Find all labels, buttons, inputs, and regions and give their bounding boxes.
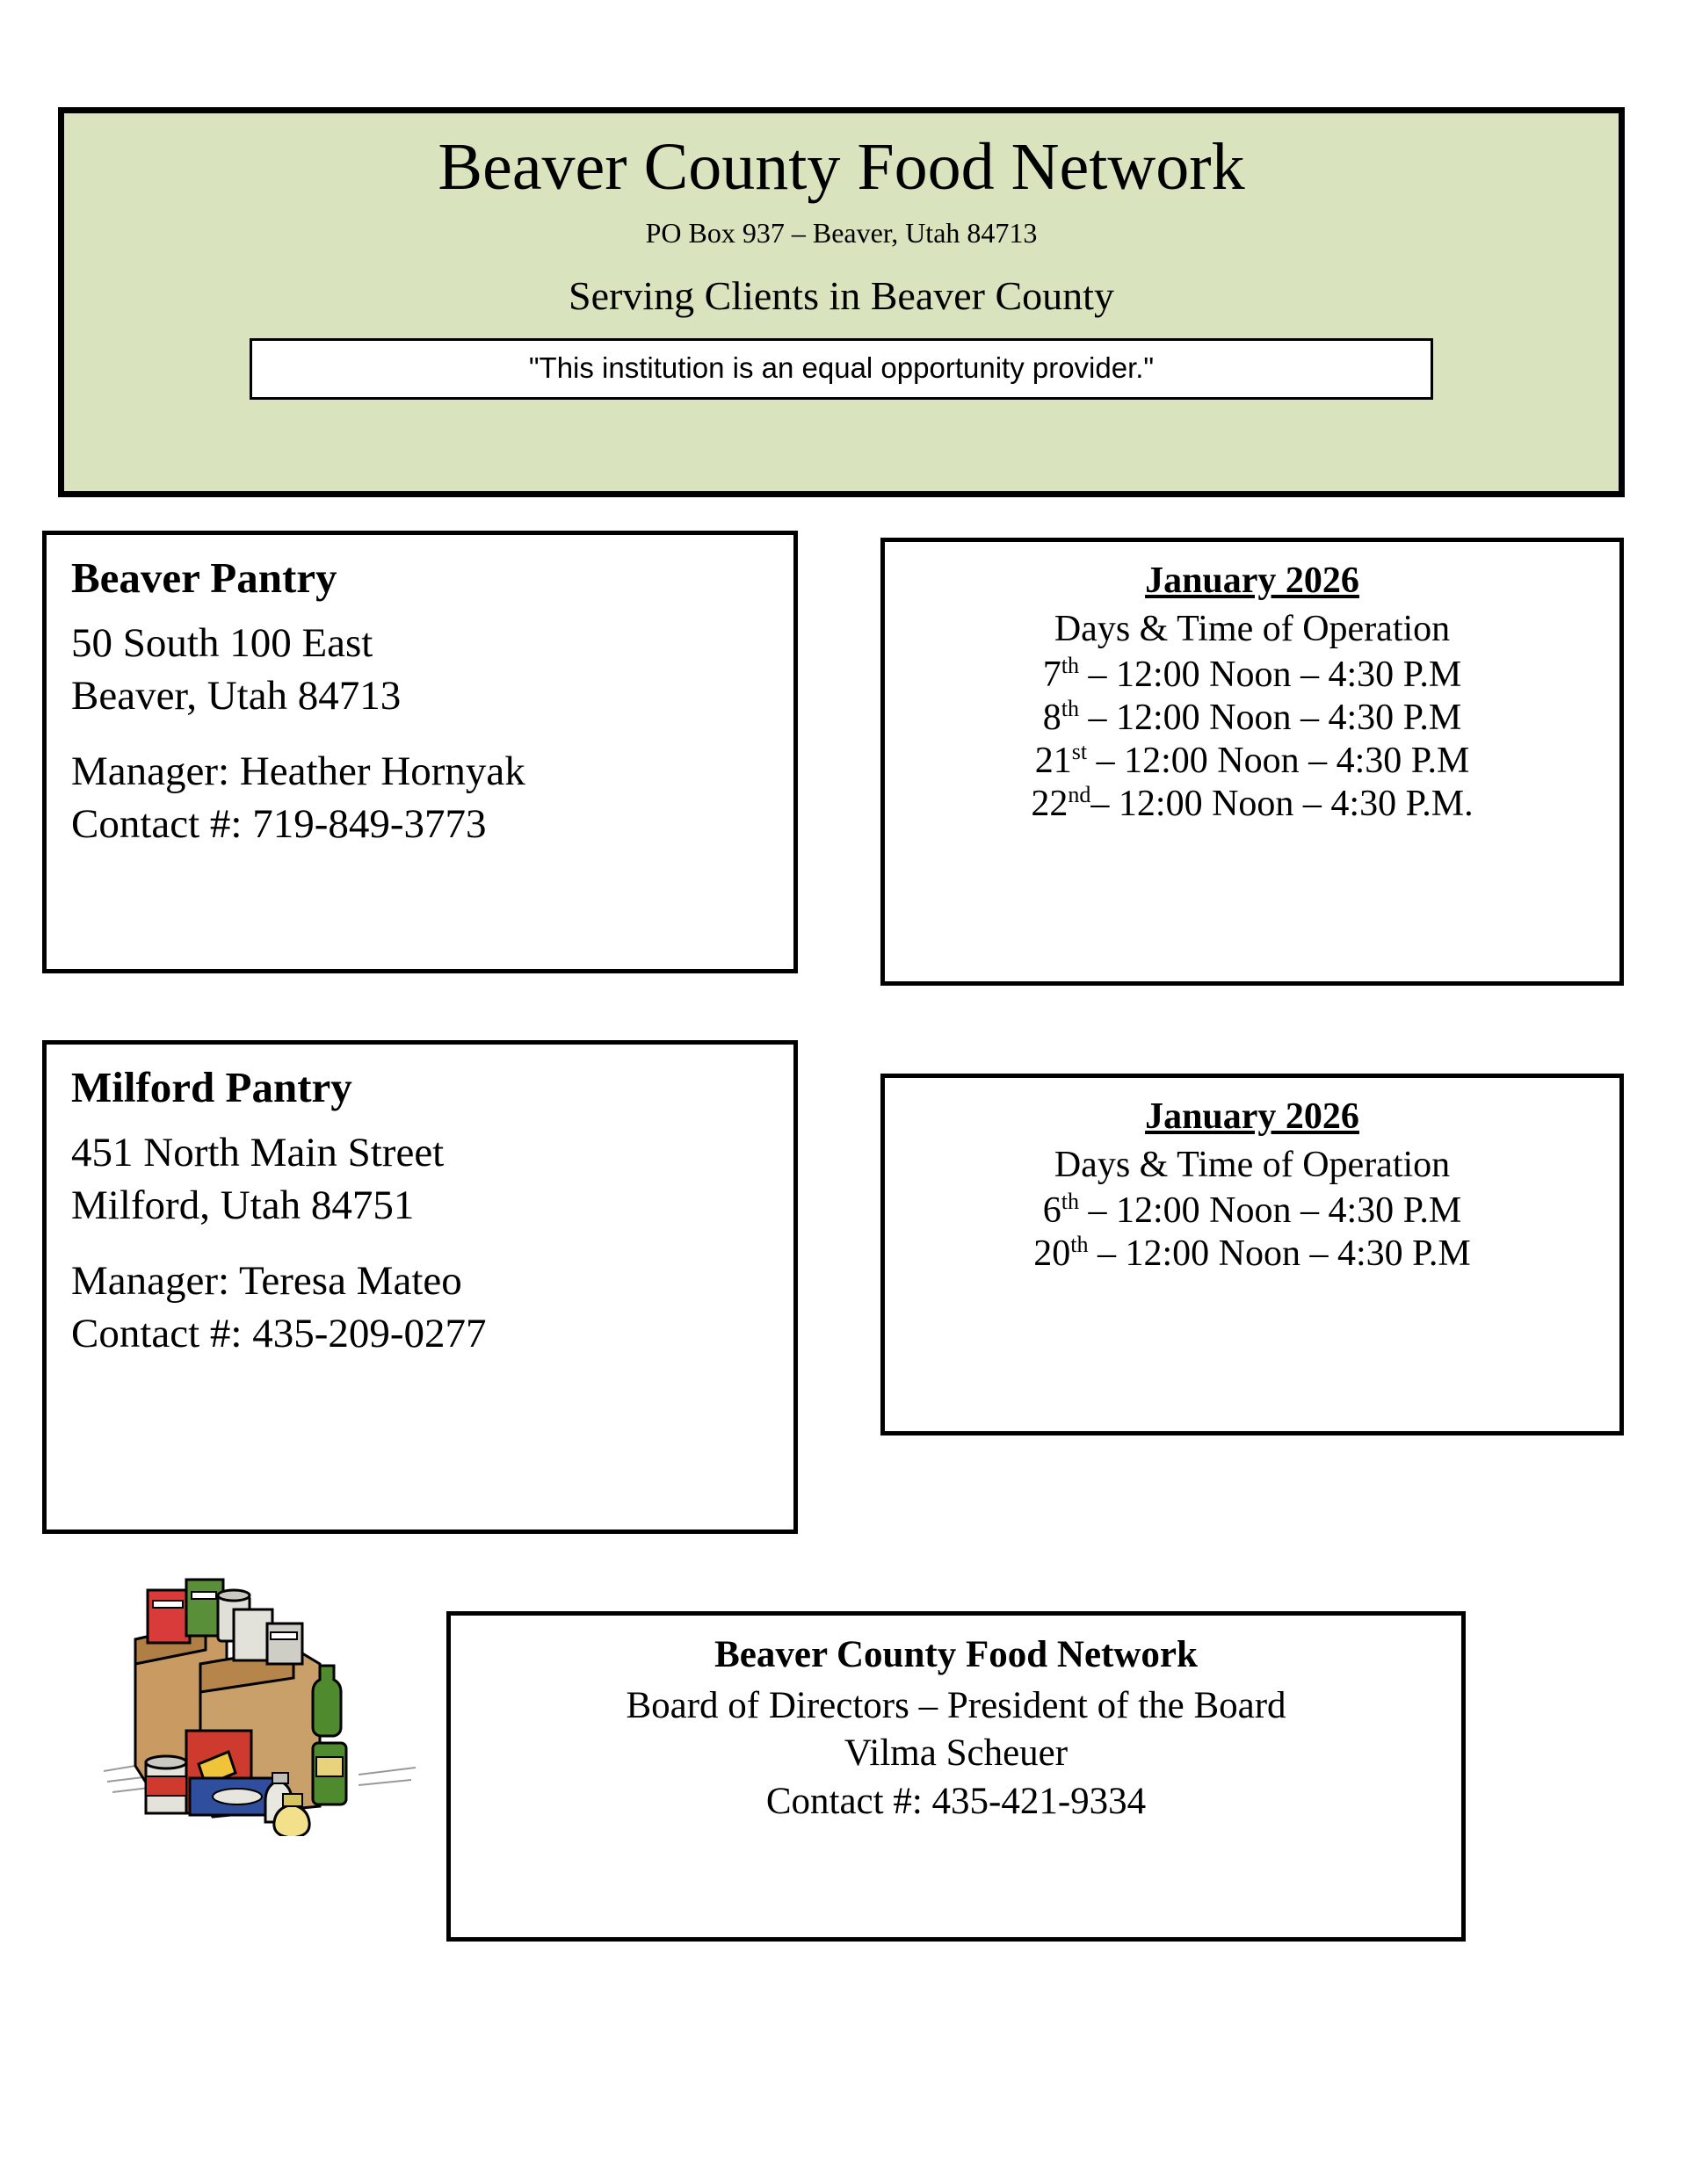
- schedule-row: [902, 783, 1602, 826]
- pantry-name: Milford Pantry: [71, 1063, 352, 1111]
- schedule-subtitle: Days & Time of Operation: [1054, 608, 1451, 649]
- pantry-manager: Manager: Heather Hornyak: [71, 748, 525, 795]
- schedule-hours: – 12:00 Noon – 4:30 P.M: [1087, 741, 1470, 782]
- schedule-day: 22: [1031, 784, 1069, 825]
- schedule-row: [902, 654, 1602, 697]
- schedule-day: 7: [1042, 654, 1061, 695]
- equal-opportunity-statement: "This institution is an equal opportunity provider.": [250, 338, 1433, 400]
- schedule-day-ordinal: th: [1061, 653, 1080, 678]
- board-contact: Contact #: 435-421-9334: [765, 1780, 1147, 1822]
- schedule-day: 8: [1042, 698, 1061, 739]
- header-banner: [58, 107, 1625, 497]
- schedule-row: [902, 1190, 1602, 1233]
- schedule-day-ordinal: th: [1070, 1232, 1089, 1258]
- pantry-contact: Contact #: 435-209-0277: [71, 1311, 487, 1357]
- beaver-pantry-schedule: [880, 538, 1624, 986]
- schedule-hours: – 12:00 Noon – 4:30 P.M: [1079, 654, 1462, 695]
- page-title: Beaver County Food Network: [438, 130, 1245, 204]
- milford-pantry-info: [42, 1040, 798, 1534]
- schedule-day-ordinal: th: [1061, 696, 1080, 722]
- beaver-pantry-info: [42, 531, 798, 973]
- pantry-address-line1: 451 North Main Street: [71, 1129, 445, 1175]
- schedule-hours: – 12:00 Noon – 4:30 P.M: [1079, 698, 1462, 739]
- schedule-subtitle: Days & Time of Operation: [1054, 1144, 1451, 1185]
- milford-pantry-schedule: [880, 1074, 1624, 1436]
- schedule-row: [902, 1233, 1602, 1276]
- pantry-manager: Manager: Teresa Mateo: [71, 1258, 462, 1305]
- schedule-row: [902, 697, 1602, 740]
- pantry-contact: Contact #: 719-849-3773: [71, 801, 487, 848]
- schedule-month: January 2026: [1145, 1096, 1359, 1137]
- schedule-day: 20: [1033, 1233, 1071, 1275]
- spacer: [71, 1232, 769, 1255]
- board-president-name: Vilma Scheuer: [844, 1732, 1069, 1775]
- schedule-day-ordinal: th: [1061, 1189, 1080, 1214]
- org-mailing-address: PO Box 937 – Beaver, Utah 84713: [645, 216, 1038, 249]
- grocery-bag-illustration: [95, 1555, 429, 1836]
- schedule-hours: – 12:00 Noon – 4:30 P.M.: [1090, 784, 1474, 825]
- board-role: Board of Directors – President of the Board: [626, 1684, 1286, 1726]
- schedule-hours: – 12:00 Noon – 4:30 P.M: [1088, 1233, 1471, 1275]
- org-serving-area: Serving Clients in Beaver County: [569, 272, 1114, 318]
- schedule-hours: – 12:00 Noon – 4:30 P.M: [1079, 1190, 1462, 1231]
- spacer: [71, 722, 769, 745]
- board-org-name: Beaver County Food Network: [714, 1634, 1198, 1675]
- schedule-day-ordinal: nd: [1068, 782, 1091, 808]
- pantry-address-line1: 50 South 100 East: [71, 619, 373, 666]
- schedule-row: [902, 740, 1602, 783]
- board-of-directors-info: [446, 1611, 1466, 1942]
- pantry-address-line2: Milford, Utah 84751: [71, 1182, 415, 1228]
- pantry-address-line2: Beaver, Utah 84713: [71, 672, 402, 719]
- schedule-month: January 2026: [1145, 560, 1359, 601]
- schedule-day: 6: [1042, 1190, 1061, 1231]
- schedule-day-ordinal: st: [1071, 739, 1088, 765]
- schedule-day: 21: [1034, 741, 1072, 782]
- pantry-name: Beaver Pantry: [71, 553, 337, 602]
